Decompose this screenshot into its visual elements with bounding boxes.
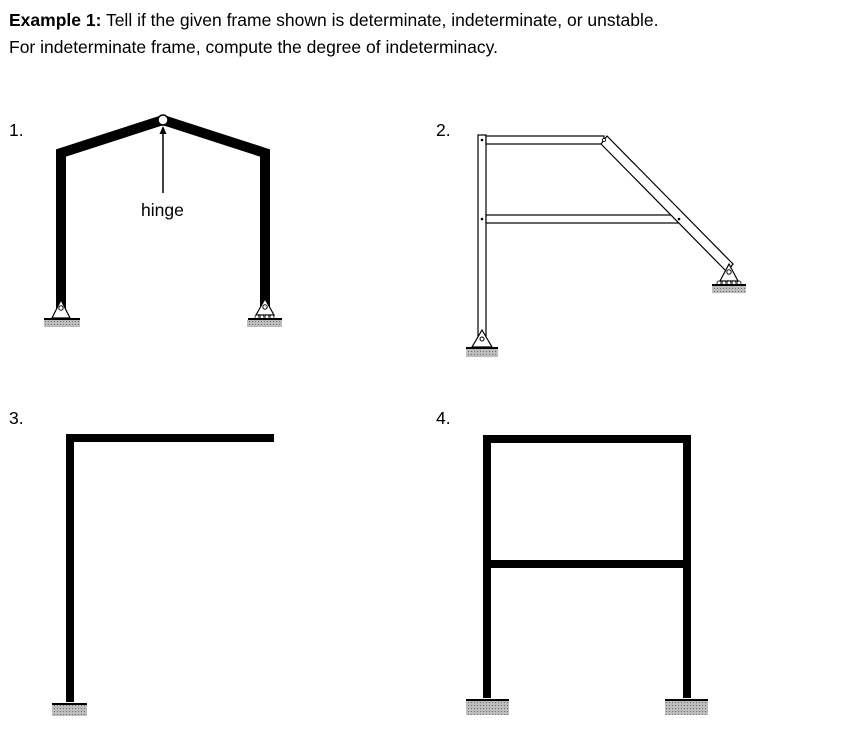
frame-2-column [478, 135, 486, 341]
frame-2-top-beam [486, 136, 604, 144]
joint-dot [602, 138, 605, 141]
fixed-support-icon [52, 704, 87, 716]
frame-3-members [70, 438, 274, 702]
hinge-arrowhead [160, 126, 167, 134]
example-label: Example 1: [9, 10, 102, 30]
joint-dot [481, 218, 484, 221]
problem-text-1: Tell if the given frame shown is determinate, indeterminate, or unstable. [101, 10, 659, 30]
frame-2-inclined-member [601, 136, 733, 272]
frame-2 [466, 135, 746, 357]
hinge-icon [158, 115, 168, 125]
joint-dot [678, 218, 681, 221]
frame-4-members [487, 439, 687, 698]
frame-4-number: 4. [436, 408, 451, 428]
frame-4 [466, 439, 708, 715]
frame-1-number: 1. [9, 120, 24, 140]
joint-dot [481, 139, 484, 142]
problem-line-2: For indeterminate frame, compute the degree of indeterminacy. [9, 37, 498, 57]
frame-1 [44, 115, 282, 327]
fixed-support-icon [665, 700, 708, 715]
frame-3 [52, 438, 274, 716]
hinge-label: hinge [141, 200, 184, 220]
frame-3-number: 3. [9, 408, 24, 428]
roller-support-icon [247, 299, 282, 327]
roller-support-icon [712, 264, 746, 293]
frame-2-middle-beam [486, 215, 680, 223]
fixed-support-icon [466, 700, 509, 715]
pin-support-icon [44, 300, 80, 327]
frame-2-number: 2. [436, 120, 451, 140]
pin-support-icon [466, 330, 498, 357]
